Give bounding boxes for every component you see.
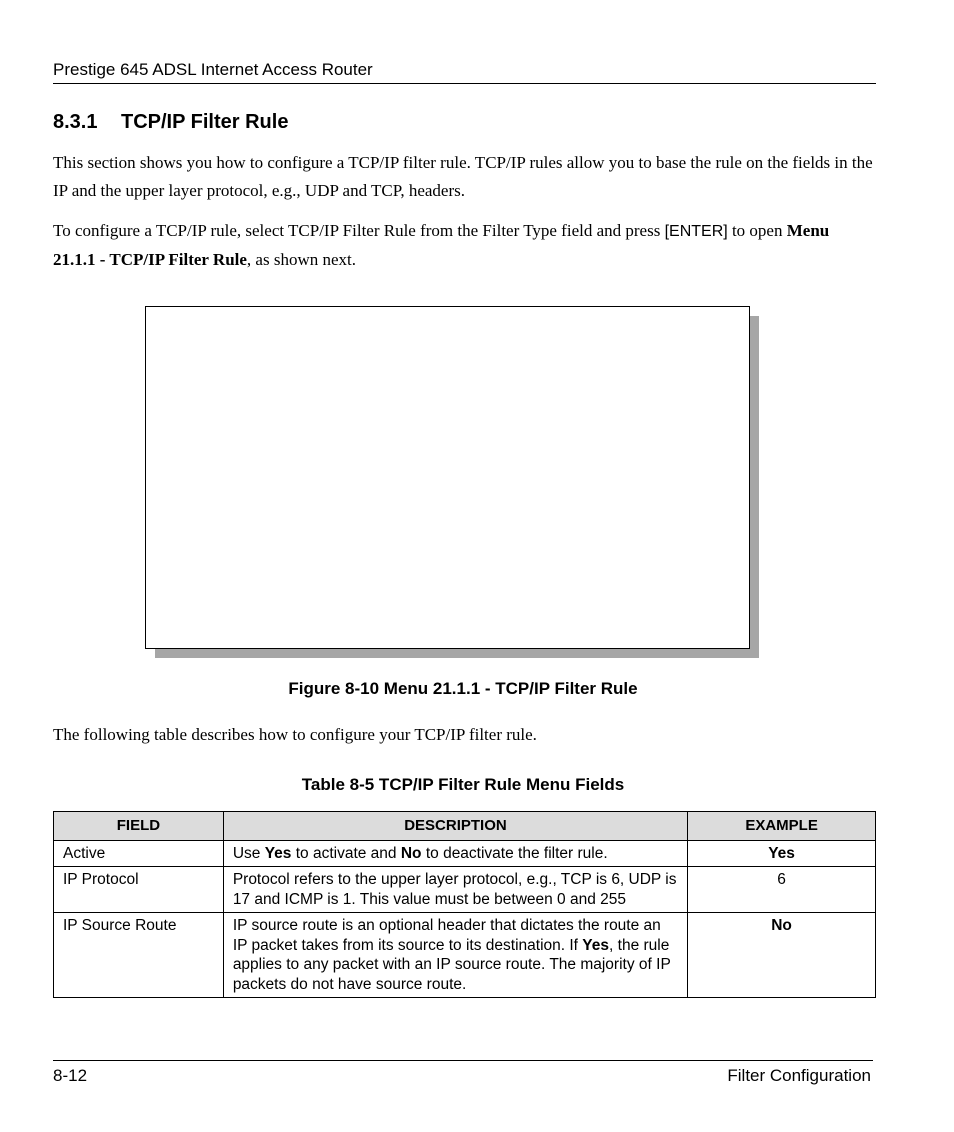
section-heading — [53, 111, 288, 134]
description-cell — [223, 840, 687, 867]
table-row — [54, 913, 876, 998]
header-title: Prestige 645 ADSL Internet Access Router — [53, 60, 373, 79]
description-text: to deactivate the filter rule. — [421, 844, 608, 862]
instruction-text: to open — [727, 221, 787, 240]
menu-name: Menu 21.1.1 - TCP/IP Filter Rule — [53, 221, 830, 269]
description-bold: No — [400, 844, 422, 862]
figure-caption: Figure 8-10 Menu 21.1.1 - TCP/IP Filter Rule — [288, 679, 638, 698]
description-cell — [223, 913, 687, 998]
enter-key-label: [ENTER] — [664, 223, 728, 240]
field-cell: IP Source Route — [54, 913, 224, 998]
intro-paragraph: This section shows you how to configure a TCP/IP filter rule. TCP/IP rules allow you to base the rule on the fields in the IP and the upper layer protocol, e.g., UDP and TCP, headers. — [53, 153, 873, 200]
example-cell: Yes — [688, 840, 876, 867]
description-text: , the rule applies to any packet with an IP source route. The majority of IP packets do not have source route. — [232, 936, 671, 993]
example-cell: No — [688, 913, 876, 998]
table-header-row — [54, 812, 876, 841]
column-header-example: EXAMPLE — [688, 812, 876, 841]
chapter-name: Filter Configuration — [727, 1066, 871, 1085]
table-intro-paragraph: The following table describes how to configure your TCP/IP filter rule. — [53, 725, 537, 744]
description-text: to activate and — [291, 844, 401, 862]
instruction-text: , as shown next. — [246, 250, 356, 269]
page-footer — [53, 1060, 873, 1085]
figure-screen-box — [145, 306, 750, 649]
instruction-paragraph — [53, 217, 873, 274]
field-cell: Active — [54, 840, 224, 867]
field-cell: IP Protocol — [54, 867, 224, 913]
running-header — [53, 60, 876, 84]
fields-table — [53, 811, 876, 998]
table-caption: Table 8-5 TCP/IP Filter Rule Menu Fields — [301, 775, 625, 794]
column-header-description: DESCRIPTION — [223, 812, 687, 841]
description-cell: Protocol refers to the upper layer protocol, e.g., TCP is 6, UDP is 17 and ICMP is 1. This value must be between 0 and 255 — [223, 867, 687, 913]
page-number: 8-12 — [53, 1066, 88, 1085]
description-bold: Yes — [582, 936, 610, 954]
table-row — [54, 867, 876, 913]
column-header-field: FIELD — [54, 812, 224, 841]
table-row — [54, 840, 876, 867]
description-text: IP source route is an optional header that dictates the route an IP packet takes from its source to its destination. If — [232, 917, 661, 954]
description-text: Use — [232, 844, 265, 862]
section-number: 8.3.1 — [53, 111, 98, 133]
description-bold: Yes — [264, 844, 292, 862]
instruction-text: To configure a TCP/IP rule, select TCP/IP Filter Rule from the Filter Type field and press — [53, 221, 665, 240]
example-cell: 6 — [688, 867, 876, 913]
section-title: TCP/IP Filter Rule — [121, 111, 289, 133]
